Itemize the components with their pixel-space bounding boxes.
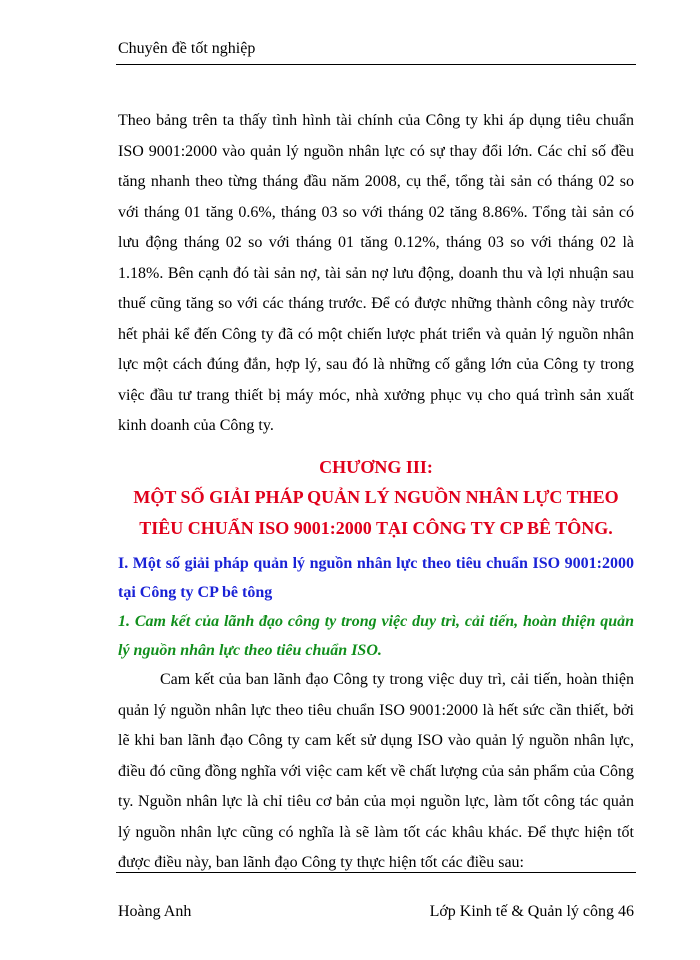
header-divider	[116, 64, 636, 65]
page-body	[118, 106, 634, 879]
chapter-number: CHƯƠNG III:	[319, 456, 433, 477]
section-heading: I. Một số giải pháp quản lý nguồn nhân lực theo tiêu chuẩn ISO 9001:2000 tại Công ty CP bê tông	[118, 555, 634, 601]
commitment-paragraph: Cam kết của ban lãnh đạo Công ty trong việc duy trì, cải tiến, hoàn thiện quản lý nguồn nhân lực theo tiêu chuẩn ISO 9001:2000 là hết sức cần thiết, bởi lẽ khi ban lãnh đạo Công ty cam kết sử dụng ISO vào quản lý nguồn nhân lực, điều đó cũng đồng nghĩa với việc cam kết về chất lượng của sản phẩm của Công ty. Nguồn nhân lực là chỉ tiêu cơ bản của mọi nguồn lực, làm tốt công tác quản lý nguồn nhân lực cũng có nghĩa là sẽ làm tốt các khâu khác. Để thực hiện tốt được điều này, ban lãnh đạo Công ty thực hiện tốt các điều sau:	[118, 671, 634, 871]
page-header-title: Chuyên đề tốt nghiệp	[118, 40, 256, 57]
subsection-heading: 1. Cam kết của lãnh đạo công ty trong việc duy trì, cải tiến, hoàn thiện quản lý nguồn nhân lực theo tiêu chuẩn ISO.	[118, 613, 634, 659]
chapter-title: MỘT SỐ GIẢI PHÁP QUẢN LÝ NGUỒN NHÂN LỰC THEO TIÊU CHUẨN ISO 9001:2000 TẠI CÔNG TY CP BÊ TÔNG.	[133, 487, 619, 538]
chapter-heading	[118, 452, 634, 544]
footer-class: Lớp Kinh tế & Quản lý công 46	[429, 903, 634, 920]
footer-author: Hoàng Anh	[118, 903, 192, 920]
footer-divider	[116, 872, 636, 873]
intro-paragraph: Theo bảng trên ta thấy tình hình tài chính của Công ty khi áp dụng tiêu chuẩn ISO 9001:2000 vào quản lý nguồn nhân lực có sự thay đổi lớn. Các chỉ số đều tăng nhanh theo từng tháng đầu năm 2008, cụ thể, tổng tài sản có tháng 02 so với tháng 01 tăng 0.6%, tháng 03 so với tháng 02 tăng 8.86%. Tổng tài sản có lưu động tháng 02 so với tháng 01 tăng 0.12%, tháng 03 so với tháng 02 là 1.18%. Bên cạnh đó tài sản nợ, tài sản nợ lưu động, doanh thu và lợi nhuận sau thuế cũng tăng so với các tháng trước. Để có được những thành công này trước hết phải kể đến Công ty đã có một chiến lược phát triển và quản lý nguồn nhân lực một cách đúng đắn, hợp lý, sau đó là những cố gắng lớn của Công ty trong việc đầu tư trang thiết bị máy móc, nhà xưởng phục vụ cho quá trình sản xuất kinh doanh của Công ty.	[118, 112, 634, 434]
